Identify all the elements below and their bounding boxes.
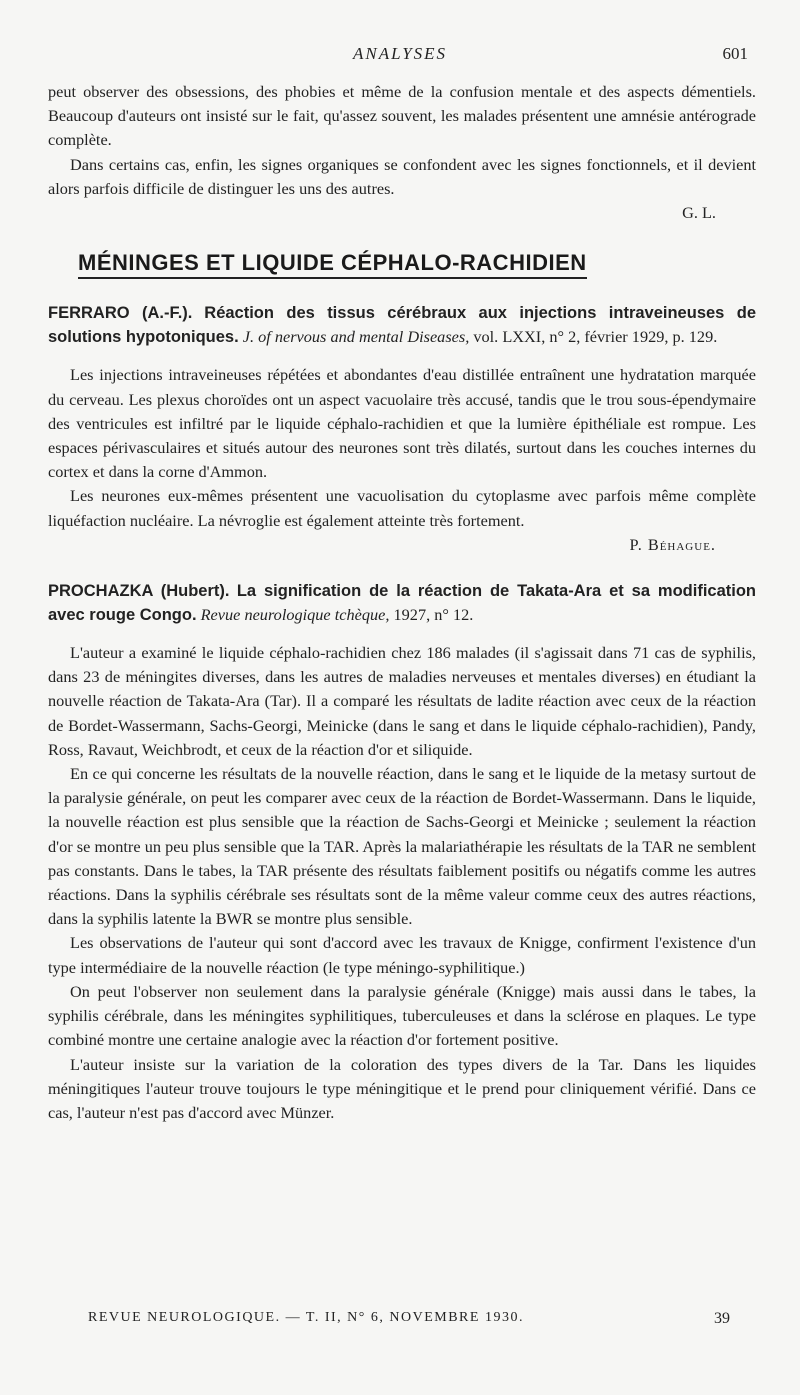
- article-paragraph: L'auteur a examiné le liquide céphalo-rachidien chez 186 malades (il s'agissait dans 71 cas de syphilis, dans 23 de méningites diverses, dans les autres de maladies nerveuses et mentales diverses) en étudiant la nouvelle réaction de Takata-Ara (Tar). Il a comparé les résultats de ladite réaction avec ceux de la réaction de Bordet-Wassermann, Sachs-Georgi, Meinicke (dans le sang et dans le liquide céphalo-rachidien), Pandy, Ross, Ravaut, Weichbrodt, et ceux de la réaction d'or et siliquide.: [48, 643, 756, 759]
- intro-paragraph: Dans certains cas, enfin, les signes organiques se confondent avec les signes fonctionnels, et il devient alors parfois difficile de distinguer les uns des autres.: [48, 154, 756, 198]
- running-head: [0, 44, 800, 68]
- intro-paragraph: peut observer des obsessions, des phobies et même de la confusion mentale et des aspects démentiels. Beaucoup d'auteurs ont insisté sur le fait, qu'assez souvent, les malades présentent une amnésie antérograde complète.: [48, 82, 756, 150]
- article-paragraph: Les observations de l'auteur qui sont d'accord avec les travaux de Knigge, confirment l'existence d'un type intermédiaire de la nouvelle réaction (le type méningo-syphilitique.): [48, 933, 756, 977]
- article-citation: vol. LXXI, n° 2, février 1929, p. 129.: [473, 327, 718, 347]
- intro-signature: G. L.: [682, 203, 716, 223]
- page-number: 601: [722, 44, 748, 63]
- article-paragraph: Les neurones eux-mêmes présentent une vacuolisation du cytoplasme avec parfois même complète liquéfaction nucléaire. La névroglie est également atteinte très fortement.: [48, 486, 756, 530]
- article-author: PROCHAZKA (Hubert).: [48, 582, 230, 601]
- article-title: La signification de la réaction de Takata-Ara et sa modification avec rouge Congo.: [48, 582, 757, 625]
- page-footer: [48, 1310, 756, 1334]
- article-paragraph: En ce qui concerne les résultats de la nouvelle réaction, dans le sang et le liquide de la metasy surtout de la paralysie générale, on peut les comparer avec ceux de la réaction de Bordet-Wassermann. Dans le liquide, la nouvelle réaction est plus sensible que la réaction de Sachs-Georgi et Meinicke ; seulement la réaction d'or se montre un peu plus sensible que la TAR. Après la malariathérapie les résultats de la TAR ne semblent pas constants. Dans le tabes, la TAR présente des résultats faiblement positifs ou négatifs comme les autres réactions. Dans la syphilis cérébrale ses résultats sont de la même valeur comme ceux des autres réactions, dans la syphilis latente la BWR se montre plus sensible.: [48, 764, 756, 929]
- article-heading-prochazka: [48, 579, 756, 627]
- article-signature: [48, 533, 756, 557]
- running-title: ANALYSES: [352, 44, 448, 63]
- article-heading-ferraro: [48, 301, 756, 349]
- article-paragraph: L'auteur insiste sur la variation de la coloration des types divers de la Tar. Dans les liquides méningitiques l'auteur trouve toujours le type méningitique et le prend pour cliniquement vérifié. Dans ce cas, l'auteur n'est pas d'accord avec Münzer.: [48, 1054, 756, 1122]
- article-journal: J. of nervous and mental Diseases,: [242, 327, 470, 347]
- footer-signature-number: 39: [714, 1310, 730, 1327]
- article-paragraph: On peut l'observer non seulement dans la paralysie générale (Knigge) mais aussi dans le tabes, la syphilis cérébrale, dans les méningites syphilitiques, tuberculeuses et dans la sclérose en plaques. Le type combiné montre une certaine analogie avec la réaction d'or fortement positive.: [48, 981, 756, 1050]
- article-signature-text: P. Béhague.: [629, 534, 716, 554]
- page-content: [48, 80, 756, 1125]
- article-author: FERRARO (A.-F.).: [48, 304, 193, 323]
- article-journal: Revue neurologique tchèque,: [200, 605, 390, 625]
- article-citation: 1927, n° 12.: [393, 605, 474, 625]
- article-paragraph: Les injections intraveineuses répétées et abondantes d'eau distillée entraînent une hydratation marquée du cerveau. Les plexus choroïdes ont un aspect vacuolaire très accusé, tandis que le trou sous-épendymaire des ventricules est infiltré par le liquide céphalo-rachidien et que la lumière épithéliale est rompue. Les espaces périvasculaires et situés autour des neurones sont très dilatés, surtout dans les couches internes du cortex et dans la corne d'Ammon.: [48, 365, 756, 482]
- article-title: Réaction des tissus cérébraux aux injections intraveineuses de solutions hypotoniques.: [48, 304, 756, 347]
- footer-journal: REVUE NEUROLOGIQUE. — T. II, N° 6, NOVEMBRE 1930.: [88, 1310, 524, 1325]
- section-heading: MÉNINGES ET LIQUIDE CÉPHALO-RACHIDIEN: [78, 251, 587, 279]
